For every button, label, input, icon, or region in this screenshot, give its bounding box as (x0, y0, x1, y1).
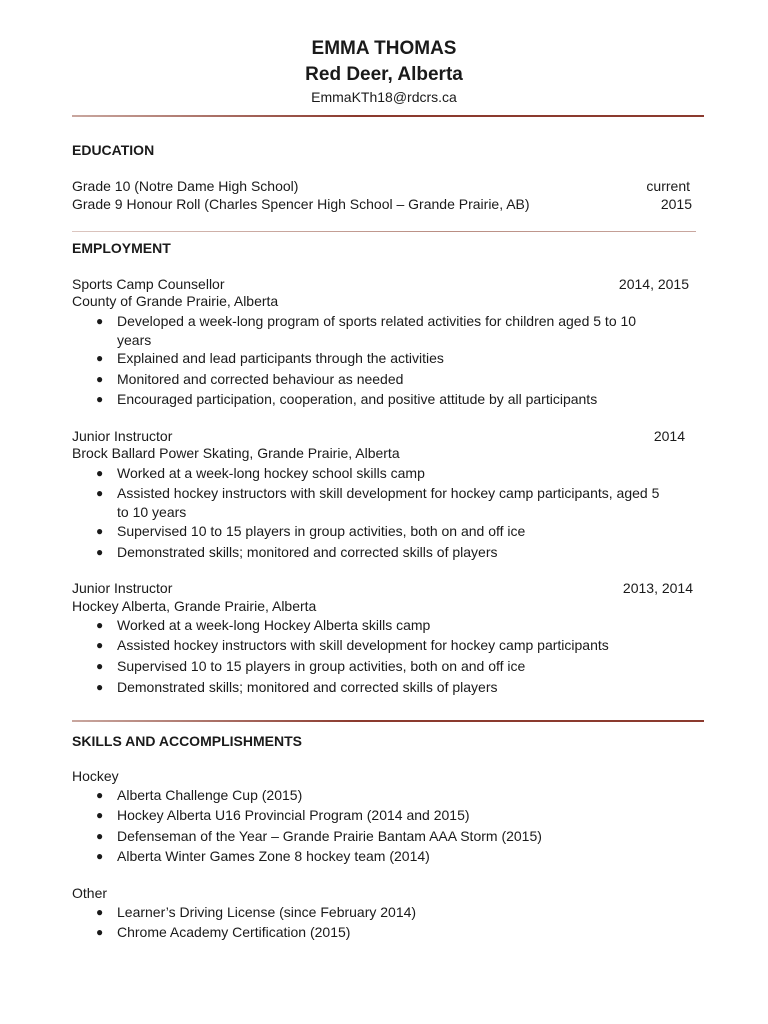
job-2-org: Brock Ballard Power Skating, Grande Prairie, Alberta (72, 445, 400, 461)
bullet-icon: ● (96, 829, 104, 843)
education-item-2-date: 2015 (660, 196, 692, 212)
bullet-icon: ● (96, 314, 104, 328)
bullet-icon: ● (96, 351, 104, 365)
bullet-icon: ● (96, 486, 104, 500)
skills-group-other: Other (72, 885, 108, 901)
job-1-org: County of Grande Prairie, Alberta (72, 293, 279, 309)
list-item: Supervised 10 to 15 players in group activities, both on and off ice (117, 658, 526, 674)
list-item: Monitored and corrected behaviour as needed (117, 371, 404, 387)
list-item: Worked at a week-long hockey school skills camp (117, 465, 425, 481)
education-item-1: Grade 10 (Notre Dame High School) (72, 178, 299, 194)
list-item: Encouraged participation, cooperation, and positive attitude by all participants (117, 391, 598, 407)
bullet-icon: ● (96, 788, 104, 802)
list-item: Defenseman of the Year – Grande Prairie Bantam AAA Storm (2015) (117, 828, 542, 844)
education-item-2: Grade 9 Honour Roll (Charles Spencer High School – Grande Prairie, AB) (72, 196, 530, 212)
employment-divider (72, 720, 704, 722)
list-item: years (117, 332, 152, 348)
bullet-icon: ● (96, 680, 104, 694)
list-item: Supervised 10 to 15 players in group activities, both on and off ice (117, 523, 526, 539)
bullet-icon: ● (96, 545, 104, 559)
bullet-icon: ● (96, 466, 104, 480)
list-item: Chrome Academy Certification (2015) (117, 924, 351, 940)
bullet-icon: ● (96, 524, 104, 538)
list-item: Assisted hockey instructors with skill development for hockey camp participants, aged 5 (117, 485, 660, 501)
bullet-icon: ● (96, 808, 104, 822)
list-item: to 10 years (117, 504, 187, 520)
bullet-icon: ● (96, 372, 104, 386)
job-1-role: Sports Camp Counsellor (72, 276, 225, 292)
candidate-email: EmmaKTh18@rdcrs.ca (311, 89, 457, 105)
list-item: Assisted hockey instructors with skill development for hockey camp participants (117, 637, 609, 653)
candidate-location: Red Deer, Alberta (305, 64, 463, 85)
bullet-icon: ● (96, 638, 104, 652)
list-item: Explained and lead participants through the activities (117, 350, 444, 366)
bullet-icon: ● (96, 392, 104, 406)
job-2-role: Junior Instructor (72, 428, 173, 444)
job-1-date: 2014, 2015 (618, 276, 689, 292)
job-3-role: Junior Instructor (72, 580, 173, 596)
list-item: Demonstrated skills; monitored and corrected skills of players (117, 679, 498, 695)
education-item-1-date: current (646, 178, 690, 194)
list-item: Alberta Challenge Cup (2015) (117, 787, 303, 803)
header-divider (72, 115, 704, 117)
job-3-date: 2013, 2014 (622, 580, 693, 596)
education-heading: EDUCATION (72, 142, 155, 158)
bullet-icon: ● (96, 618, 104, 632)
list-item: Hockey Alberta U16 Provincial Program (2014 and 2015) (117, 807, 470, 823)
bullet-icon: ● (96, 905, 104, 919)
skills-heading: SKILLS AND ACCOMPLISHMENTS (72, 733, 302, 749)
bullet-icon: ● (96, 849, 104, 863)
bullet-icon: ● (96, 659, 104, 673)
list-item: Worked at a week-long Hockey Alberta skills camp (117, 617, 431, 633)
list-item: Alberta Winter Games Zone 8 hockey team (2014) (117, 848, 430, 864)
skills-group-hockey: Hockey (72, 768, 119, 784)
bullet-icon: ● (96, 925, 104, 939)
list-item: Demonstrated skills; monitored and corrected skills of players (117, 544, 498, 560)
job-2-date: 2014 (653, 428, 685, 444)
list-item: Developed a week-long program of sports related activities for children aged 5 to 10 (117, 313, 637, 329)
list-item: Learner’s Driving License (since February 2014) (117, 904, 417, 920)
job-3-org: Hockey Alberta, Grande Prairie, Alberta (72, 598, 317, 614)
education-divider (72, 231, 696, 232)
candidate-name: EMMA THOMAS (311, 38, 457, 59)
employment-heading: EMPLOYMENT (72, 240, 171, 256)
